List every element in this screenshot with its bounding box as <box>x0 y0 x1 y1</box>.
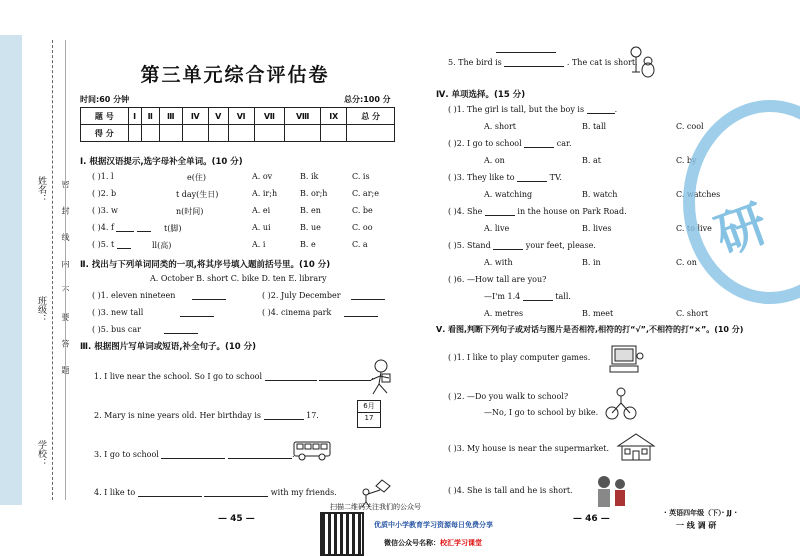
s3-q5-upper-blank <box>496 52 556 53</box>
s1-q1-opt-b: B. ik <box>300 172 319 181</box>
binding-strip <box>0 35 22 505</box>
two-children-picture <box>594 472 630 508</box>
s1-q3-opt-a: A. ei <box>252 206 271 215</box>
s5-q2: ( )2. —Do you walk to school? <box>448 392 569 401</box>
s2-q5: ( )5. bus car <box>92 325 198 334</box>
score-cell: Ⅴ <box>208 108 228 125</box>
score-cell: Ⅳ <box>182 108 208 125</box>
section2-heading: Ⅱ. 找出与下列单词同类的一项,将其序号填入题前括号里。(10 分) <box>80 260 331 270</box>
s1-q1-hint: e(住) <box>187 173 206 182</box>
s1-q2-opt-a: A. ir;h <box>252 189 278 198</box>
s1-q4-opt-b: B. ue <box>300 223 321 232</box>
score-input-cell[interactable] <box>321 125 347 142</box>
qr-code <box>320 512 364 556</box>
s4-q6: ( )6. —How tall are you? <box>448 275 547 284</box>
section4-heading: Ⅳ. 单项选择。(15 分) <box>436 90 526 100</box>
s5-q1: ( )1. I like to play computer games. <box>448 353 591 362</box>
score-cell: 题 号 <box>81 108 129 125</box>
s4-q4: ( )4. She in the house on Park Road. <box>448 207 627 216</box>
s1-q5-hint: ll(高) <box>152 241 172 250</box>
house-picture <box>616 432 656 462</box>
s4-q1-opt-c: C. cool <box>676 122 704 131</box>
score-input-cell[interactable] <box>347 125 395 142</box>
school-label: 学校： <box>36 440 46 467</box>
s2-q1: ( )1. eleven nineteen <box>92 291 226 300</box>
score-input-cell[interactable] <box>254 125 285 142</box>
page-title: 第三单元综合评估卷 <box>140 64 330 86</box>
s3-q1: 1. I live near the school. So I go to school . <box>94 372 374 381</box>
s1-q2-hint: t day(生日) <box>176 190 219 199</box>
score-cell: Ⅶ <box>254 108 285 125</box>
score-input-cell[interactable] <box>141 125 159 142</box>
name-label: 姓名： <box>36 176 46 203</box>
s4-q2-opt-b: B. at <box>582 156 601 165</box>
s1-q4-opt-c: C. oo <box>352 223 373 232</box>
s2-q3: ( )3. new tall <box>92 308 214 317</box>
computer-picture <box>604 342 644 376</box>
s4-q4-opt-a: A. live <box>484 224 510 233</box>
bus-picture <box>292 438 332 462</box>
score-cell: Ⅰ <box>128 108 141 125</box>
s1-q4: ( )4. f <box>92 223 151 232</box>
s1-q1-opt-a: A. ov <box>252 172 273 181</box>
s1-q1: ( )1. l <box>92 172 114 181</box>
seal-line-text: 密 封 线 内 不 要 答 题 <box>61 180 70 382</box>
total-label: 总分:100 分 <box>344 95 391 104</box>
section2-choices: A. October B. short C. bike D. ten E. library <box>150 274 327 283</box>
s5-q3: ( )3. My house is near the supermarket. <box>448 444 610 453</box>
s2-q2: ( )2. July December <box>262 291 385 300</box>
class-label: 班级： <box>36 296 46 323</box>
qr-caption: 扫描二维码关注我们的公众号 <box>330 503 421 511</box>
s1-q5-opt-c: C. a <box>352 240 368 249</box>
section3-heading: Ⅲ. 根据图片写单词或短语,补全句子。(10 分) <box>80 342 257 352</box>
s4-q3-opt-c: C. watches <box>676 190 721 199</box>
s4-q1: ( )1. The girl is tall, but the boy is . <box>448 105 618 114</box>
s1-q3-opt-c: C. be <box>352 206 373 215</box>
s4-q1-opt-a: A. short <box>484 122 516 131</box>
score-cell: Ⅵ <box>228 108 254 125</box>
score-input-cell[interactable] <box>208 125 228 142</box>
calendar-month: 6月 <box>358 401 380 413</box>
survey-badge: 一 线 调 研 <box>676 521 717 530</box>
s3-q4: 4. I like to with my friends. <box>94 488 337 497</box>
score-row-label: 得 分 <box>81 125 129 142</box>
time-label: 时间:60 分钟 <box>80 95 130 104</box>
score-cell: 总 分 <box>347 108 395 125</box>
score-input-cell[interactable] <box>182 125 208 142</box>
s1-q5-opt-a: A. i <box>252 240 266 249</box>
s5-q2-line2: —No, I go to school by bike. <box>484 408 599 417</box>
s4-q6-opt-b: B. meet <box>582 309 614 318</box>
section1-heading: Ⅰ. 根据汉语提示,选字母补全单词。(10 分) <box>80 157 243 167</box>
s4-q5: ( )5. Stand your feet, please. <box>448 241 596 250</box>
score-cell: Ⅲ <box>159 108 182 125</box>
s4-q4-opt-b: B. lives <box>582 224 612 233</box>
s4-q2: ( )2. I go to school car. <box>448 139 572 148</box>
walking-boy-picture <box>365 358 397 396</box>
s4-q5-opt-c: C. on <box>676 258 697 267</box>
promo-line-2: 微信公众号名称：校汇学习课堂 <box>384 539 482 547</box>
s4-q6-opt-c: C. short <box>676 309 709 318</box>
score-table-header-row <box>81 108 395 125</box>
s5-q4: ( )4. She is tall and he is short. <box>448 486 573 495</box>
s4-q2-opt-c: C. by <box>676 156 697 165</box>
calendar-picture <box>357 400 381 428</box>
score-cell: Ⅱ <box>141 108 159 125</box>
page-border <box>65 40 66 500</box>
s1-q5: ( )5. t <box>92 240 131 249</box>
s1-q3-opt-b: B. en <box>300 206 321 215</box>
s4-q4-opt-c: C. to live <box>676 224 712 233</box>
s4-q3-opt-b: B. watch <box>582 190 618 199</box>
s4-q6-opt-a: A. metres <box>484 309 524 318</box>
score-input-cell[interactable] <box>285 125 321 142</box>
s4-q3-opt-a: A. watching <box>484 190 533 199</box>
s1-q2-opt-c: C. ar;e <box>352 189 379 198</box>
right-page-number: — 46 — <box>573 514 610 524</box>
grade-badge: · 英语四年级（下）· JJ · <box>664 509 737 517</box>
s1-q3-hint: n(时间) <box>176 207 204 216</box>
s1-q3: ( )3. w <box>92 206 118 215</box>
s1-q5-opt-b: B. e <box>300 240 316 249</box>
seal-line <box>52 40 53 500</box>
score-table <box>80 107 395 142</box>
left-page-number: — 45 — <box>218 514 255 524</box>
s1-q2-opt-b: B. or;h <box>300 189 328 198</box>
s4-q1-opt-b: B. tall <box>582 122 607 131</box>
s1-q4-opt-a: A. ui <box>252 223 271 232</box>
s4-q2-opt-a: A. on <box>484 156 505 165</box>
s4-q5-opt-b: B. in <box>582 258 601 267</box>
score-table-score-row <box>81 125 395 142</box>
promo-line-1: 优质中小学教育学习资源每日免费分享 <box>374 521 493 529</box>
s4-q6-line2: —I'm 1.4 tall. <box>484 292 571 301</box>
section5-heading: Ⅴ. 看图,判断下列句子或对话与图片是否相符,相符的打“√”,不相符的打“×”。(10 分) <box>436 325 744 334</box>
s4-q5-opt-a: A. with <box>484 258 513 267</box>
s3-q3: 3. I go to school . <box>94 450 295 459</box>
score-cell: Ⅸ <box>321 108 347 125</box>
score-input-cell[interactable] <box>159 125 182 142</box>
s3-q2: 2. Mary is nine years old. Her birthday is 17. <box>94 411 319 420</box>
score-cell: Ⅷ <box>285 108 321 125</box>
score-input-cell[interactable] <box>128 125 141 142</box>
s3-q5: 5. The bird is . The cat is short. <box>448 58 638 67</box>
s1-q4-hint: t(脚) <box>164 224 182 233</box>
s1-q2: ( )2. b <box>92 189 117 198</box>
calendar-day: 17 <box>364 414 374 422</box>
bird-and-cat-picture <box>626 44 656 80</box>
score-input-cell[interactable] <box>228 125 254 142</box>
bike-picture <box>604 386 638 422</box>
s4-q3: ( )3. They like to TV. <box>448 173 562 182</box>
watermark-stamp-text: 研 <box>707 193 775 266</box>
s1-q1-opt-c: C. is <box>352 172 370 181</box>
s2-q4: ( )4. cinema park <box>262 308 378 317</box>
